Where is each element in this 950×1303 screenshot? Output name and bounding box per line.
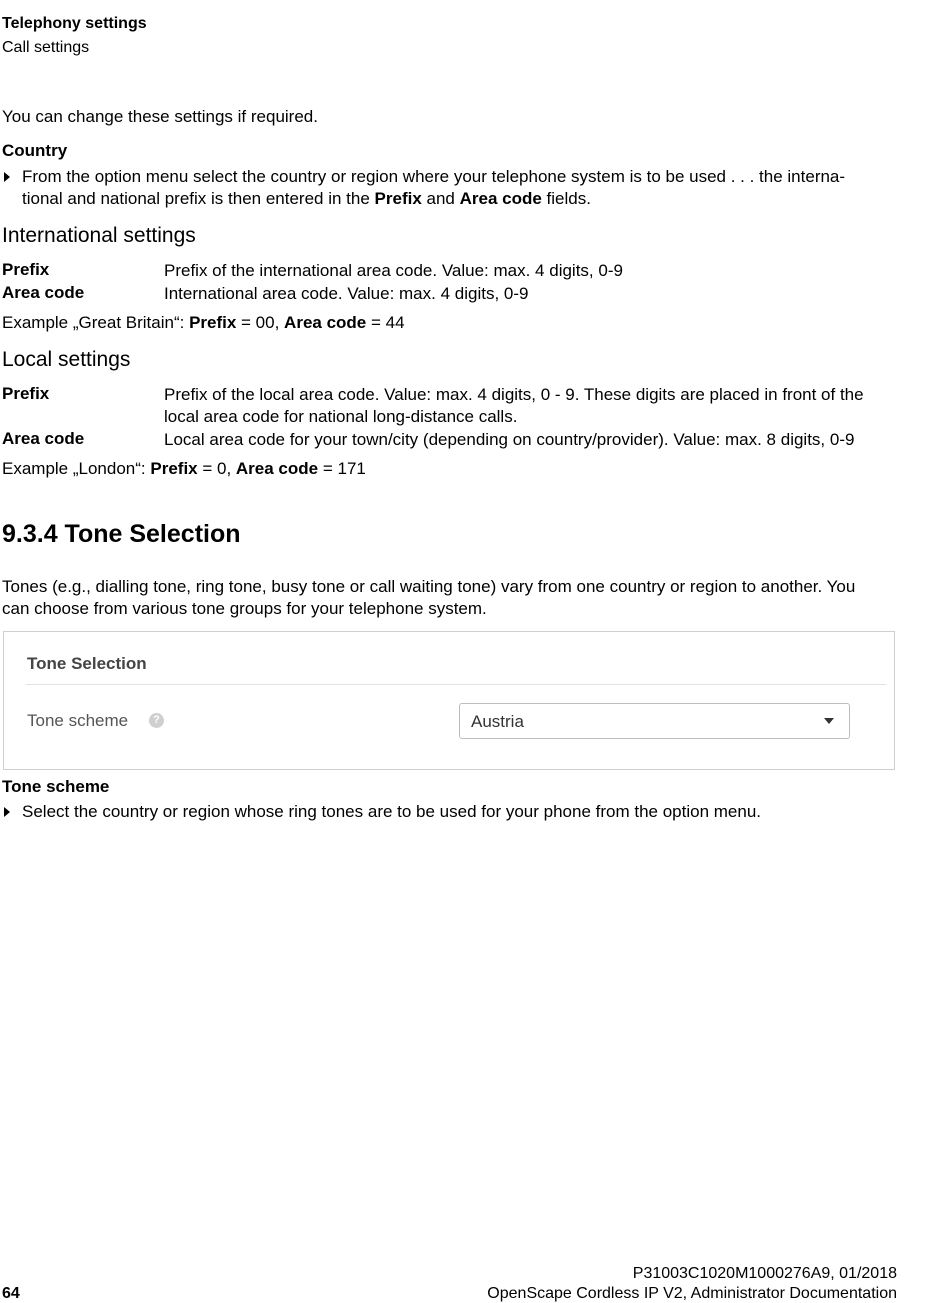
help-icon[interactable]: ? xyxy=(149,713,164,728)
local-prefix-term: Prefix xyxy=(2,384,50,403)
tone-scheme-bullet xyxy=(4,801,904,823)
chevron-down-icon xyxy=(824,718,834,724)
intro-text: You can change these settings if required. xyxy=(2,107,318,126)
tone-paragraph: Tones (e.g., dialling tone, ring tone, busy tone or call waiting tone) vary from one country or region to another. You can choose from various tone groups for your telephone system. xyxy=(2,577,856,618)
section-heading-tone-selection: 9.3.4 Tone Selection xyxy=(2,520,241,548)
local-heading: Local settings xyxy=(2,348,131,371)
local-example: Example „London“: Prefix = 0, Area code = 171 xyxy=(2,459,366,478)
intl-area-def: International area code. Value: max. 4 digits, 0-9 xyxy=(164,284,529,303)
footer-doc-title: OpenScape Cordless IP V2, Administrator Documentation xyxy=(487,1285,897,1302)
running-header-title: Telephony settings xyxy=(2,15,147,32)
tone-scheme-select[interactable] xyxy=(459,703,850,739)
tone-scheme-bullet-text: Select the country or region whose ring tones are to be used for your phone from the option menu. xyxy=(22,802,761,821)
page-number: 64 xyxy=(2,1285,20,1302)
local-area-term: Area code xyxy=(2,429,85,448)
international-heading: International settings xyxy=(2,224,196,247)
tone-selection-panel xyxy=(3,631,895,770)
intl-prefix-def: Prefix of the international area code. Value: max. 4 digits, 0-9 xyxy=(164,261,623,280)
country-bullet xyxy=(4,166,904,210)
tone-scheme-label: Tone scheme xyxy=(27,711,129,730)
tone-scheme-select-value: Austria xyxy=(471,712,524,731)
running-header-subtitle: Call settings xyxy=(2,39,90,56)
bullet-arrow-icon xyxy=(4,807,10,817)
country-bullet-line-1: From the option menu select the country or region where your telephone system is to be used . . . the interna- xyxy=(22,167,846,186)
panel-title: Tone Selection xyxy=(27,654,147,673)
local-area-def: Local area code for your town/city (depending on country/provider). Value: max. 8 digits, 0-9 xyxy=(164,430,855,449)
footer-doc-number: P31003C1020M1000276A9, 01/2018 xyxy=(632,1265,897,1282)
intl-example: Example „Great Britain“: Prefix = 00, Area code = 44 xyxy=(2,313,405,332)
panel-divider xyxy=(26,684,886,685)
intl-prefix-term: Prefix xyxy=(2,260,50,279)
country-heading: Country xyxy=(2,141,68,160)
local-prefix-def: Prefix of the local area code. Value: max. 4 digits, 0 - 9. These digits are placed in front of the local area code for national long-distance calls. xyxy=(164,385,864,426)
tone-scheme-heading: Tone scheme xyxy=(2,777,110,796)
intl-area-term: Area code xyxy=(2,283,85,302)
bullet-arrow-icon xyxy=(4,172,10,182)
country-bullet-line-2: tional and national prefix is then entered in the Prefix and Area code fields. xyxy=(22,189,591,208)
